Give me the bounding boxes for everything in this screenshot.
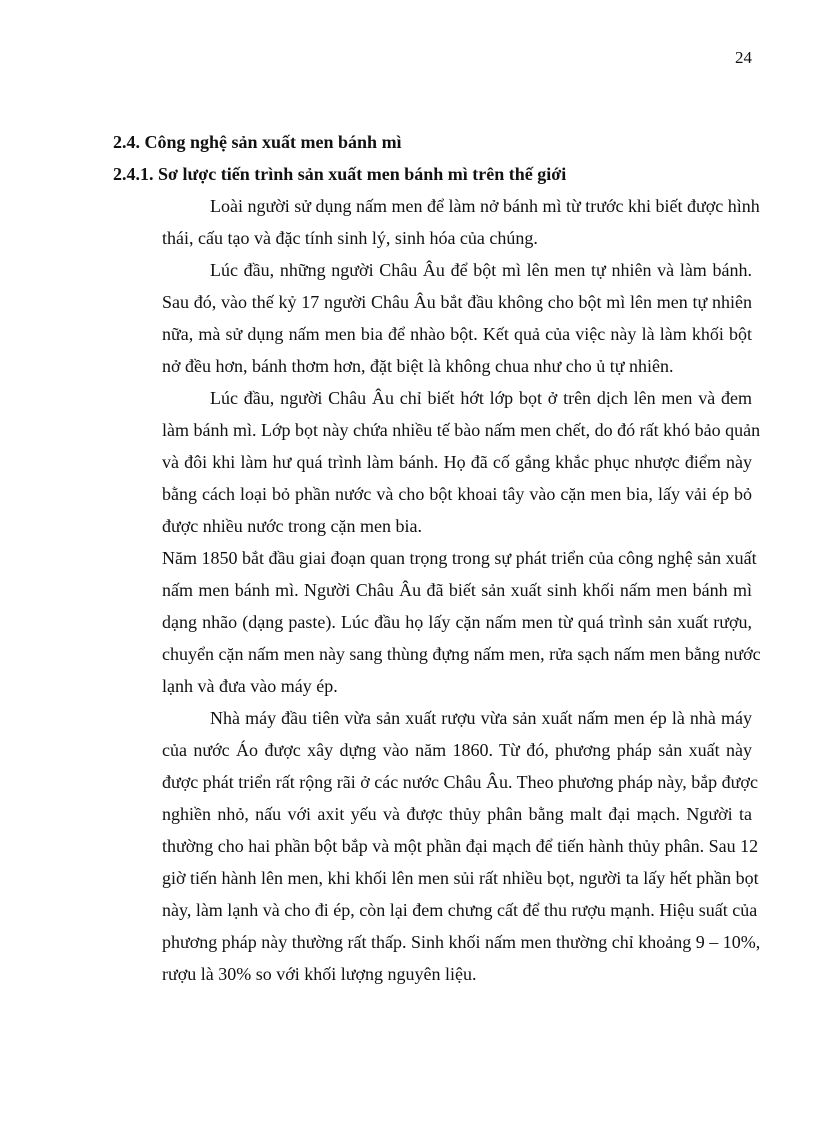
text-line: nở đều hơn, bánh thơm hơn, đặt biệt là không chua như cho ủ tự nhiên. (162, 356, 674, 376)
text-line: nữa, mà sử dụng nấm men bia để nhào bột. Kết quả của việc này là làm khối bột (162, 324, 752, 344)
text-line: rượu là 30% so với khối lượng nguyên liệu. (162, 964, 477, 984)
text-line: của nước Áo được xây dựng vào năm 1860. Từ đó, phương pháp sản xuất này (162, 740, 752, 760)
text-line: thái, cấu tạo và đặc tính sinh lý, sinh hóa của chúng. (162, 228, 538, 248)
text-line: được nhiều nước trong cặn men bia. (162, 516, 422, 536)
section-heading: 2.4. Công nghệ sản xuất men bánh mì (113, 132, 402, 152)
text-line: Lúc đầu, người Châu Âu chỉ biết hớt lớp bọt ở trên dịch lên men và đem (210, 388, 752, 408)
text-line: chuyển cặn nấm men này sang thùng đựng nấm men, rửa sạch nấm men bằng nước (162, 644, 761, 664)
page-content (113, 126, 761, 990)
text-line: Loài người sử dụng nấm men để làm nở bánh mì từ trước khi biết được hình (210, 196, 760, 216)
text-line: nấm men bánh mì. Người Châu Âu đã biết sản xuất sinh khối nấm men bánh mì (162, 580, 752, 600)
text-line: này, làm lạnh và cho đi ép, còn lại đem chưng cất để thu rượu mạnh. Hiệu suất của (162, 900, 758, 920)
text-line: và đôi khi làm hư quá trình làm bánh. Họ đã cố gắng khắc phục nhược điểm này (162, 452, 752, 472)
text-line: Nhà máy đầu tiên vừa sản xuất rượu vừa sản xuất nấm men ép là nhà máy (210, 708, 752, 728)
subsection-heading: 2.4.1. Sơ lược tiến trình sản xuất men bánh mì trên thế giới (113, 164, 567, 184)
text-line: lạnh và đưa vào máy ép. (162, 676, 338, 696)
text-line: dạng nhão (dạng paste). Lúc đầu họ lấy cặn nấm men từ quá trình sản xuất rượu, (162, 612, 752, 632)
paragraph (162, 382, 761, 542)
paragraph (162, 254, 752, 382)
text-line: phương pháp này thường rất thấp. Sinh khối nấm men thường chỉ khoảng 9 – 10%, (162, 932, 761, 952)
text-line: bằng cách loại bỏ phần nước và cho bột khoai tây vào cặn men bia, lấy vải ép bỏ (162, 484, 752, 504)
text-line: Năm 1850 bắt đầu giai đoạn quan trọng trong sự phát triển của công nghệ sản xuất (162, 548, 757, 568)
text-line: được phát triển rất rộng rãi ở các nước Châu Âu. Theo phương pháp này, bắp được (162, 772, 758, 792)
paragraph (162, 542, 761, 702)
paragraph (162, 190, 760, 254)
text-line: Lúc đầu, những người Châu Âu để bột mì lên men tự nhiên và làm bánh. (210, 260, 752, 280)
text-line: thường cho hai phần bột bắp và một phần đại mạch để tiến hành thủy phân. Sau 12 (162, 836, 759, 856)
paragraph (162, 702, 761, 990)
text-line: giờ tiến hành lên men, khi khối lên men sủi rất nhiều bọt, người ta lấy hết phần bọt (162, 868, 759, 888)
text-line: làm bánh mì. Lớp bọt này chứa nhiều tế bào nấm men chết, do đó rất khó bảo quản (162, 420, 761, 440)
page-number: 24 (735, 48, 752, 67)
body-text (113, 190, 761, 990)
text-line: Sau đó, vào thế kỷ 17 người Châu Âu bắt đầu không cho bột mì lên men tự nhiên (162, 292, 752, 312)
text-line: nghiền nhỏ, nấu với axit yếu và được thủy phân bằng malt đại mạch. Người ta (162, 804, 752, 824)
